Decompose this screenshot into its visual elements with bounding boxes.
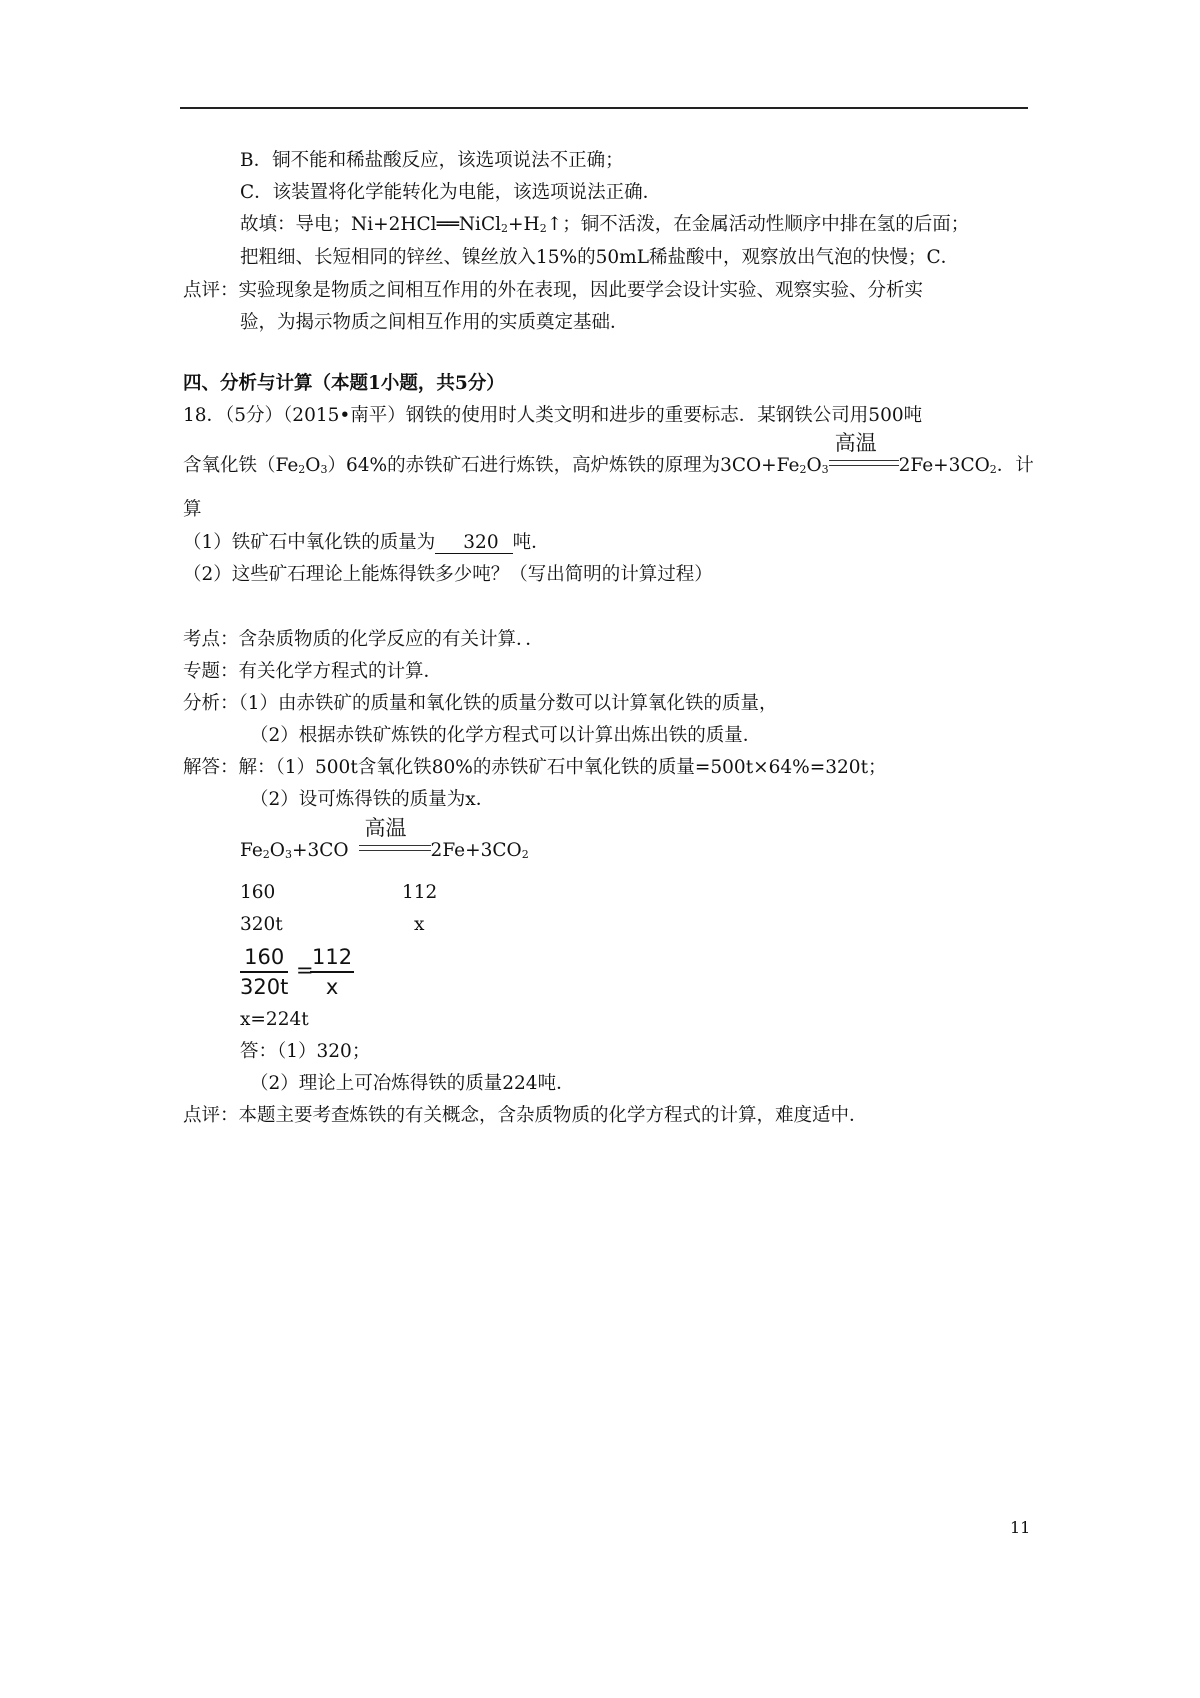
fenxi-line-2: （2）根据赤铁矿炼铁的化学方程式可以计算出炼出铁的质量．	[250, 725, 762, 746]
reaction-arrow-2	[359, 816, 431, 856]
sub-question-1: （1）铁矿石中氧化铁的质量为 320 吨．	[183, 532, 550, 553]
mass-fe2o3: 320t	[240, 914, 283, 935]
jieda-line-2: （2）设可炼得铁的质量为x．	[250, 789, 495, 810]
answer-fill-line-1: 故填：导电；Ni+2HCl══NiCl2+H2↑；铜不活泼，在金属活动性顺序中排在氢的后面；	[240, 214, 970, 235]
comment-line-2: 验，为揭示物质之间相互作用的实质奠定基础．	[240, 312, 629, 333]
fenxi-line-1: 分析：（1）由赤铁矿的质量和氧化铁的质量分数可以计算氧化铁的质量，	[183, 693, 778, 714]
zhuanti-line: 专题：有关化学方程式的计算．	[183, 661, 443, 682]
answer-line-1: 答：（1）320；	[240, 1041, 371, 1062]
kaodian-line: 考点：含杂质物质的化学反应的有关计算．．	[183, 629, 544, 650]
question-18-line-2: 含氧化铁（Fe2O3）64%的赤铁矿石进行炼铁，高炉炼铁的原理为3CO+Fe2O3 高温 2Fe+3CO2．计	[183, 431, 1034, 476]
answer-fill-line-2: 把粗细、长短相同的锌丝、镍丝放入15%的50mL稀盐酸中，观察放出气泡的快慢；C．	[240, 247, 960, 268]
x-result: x=224t	[240, 1009, 309, 1030]
comment-final: 点评：本题主要考查炼铁的有关概念，含杂质物质的化学方程式的计算，难度适中．	[183, 1105, 868, 1126]
sub-question-2: （2）这些矿石理论上能炼得铁多少吨？（写出简明的计算过程）	[183, 564, 713, 585]
header-rule	[180, 107, 1028, 109]
molar-mass-fe2o3: 160	[240, 882, 276, 903]
molar-mass-fe: 112	[402, 882, 438, 903]
proportion-right-fraction: $\frac{112}{x}$	[312, 945, 353, 999]
comment-line-1: 点评：实验现象是物质之间相互作用的外在表现，因此要学会设计实验、观察实验、分析实	[183, 280, 924, 301]
proportion-left-fraction: $\frac{160}{320t}$	[240, 945, 289, 999]
jieda-line-1: 解答：解：（1）500t含氧化铁80%的赤铁矿石中氧化铁的质量=500t×64%=320t；	[183, 757, 887, 778]
answer-line-2: （2）理论上可冶炼得铁的质量224吨．	[250, 1073, 575, 1094]
mass-x: x	[414, 914, 425, 935]
proportion-equals: =	[296, 958, 314, 982]
page-number: 11	[1010, 1518, 1031, 1537]
question-18-line-1: 18．（5分）（2015•南平）钢铁的使用时人类文明和进步的重要标志．某钢铁公司用500吨	[183, 405, 923, 426]
answer-blank: 320	[435, 534, 512, 554]
reaction-condition-2: 高温	[364, 816, 407, 840]
option-b-line: B．铜不能和稀盐酸反应，该选项说法不正确；	[240, 150, 624, 171]
question-18-line-3: 算	[183, 499, 202, 520]
section-heading: 四、分析与计算（本题1小题，共5分）	[183, 373, 505, 394]
reaction-condition: 高温	[834, 431, 877, 455]
reaction-arrow	[829, 431, 899, 471]
option-c-line: C．该装置将化学能转化为电能，该选项说法正确．	[240, 182, 662, 203]
reaction-equation: Fe2O3+3CO 高温 2Fe+3CO2	[240, 816, 529, 861]
